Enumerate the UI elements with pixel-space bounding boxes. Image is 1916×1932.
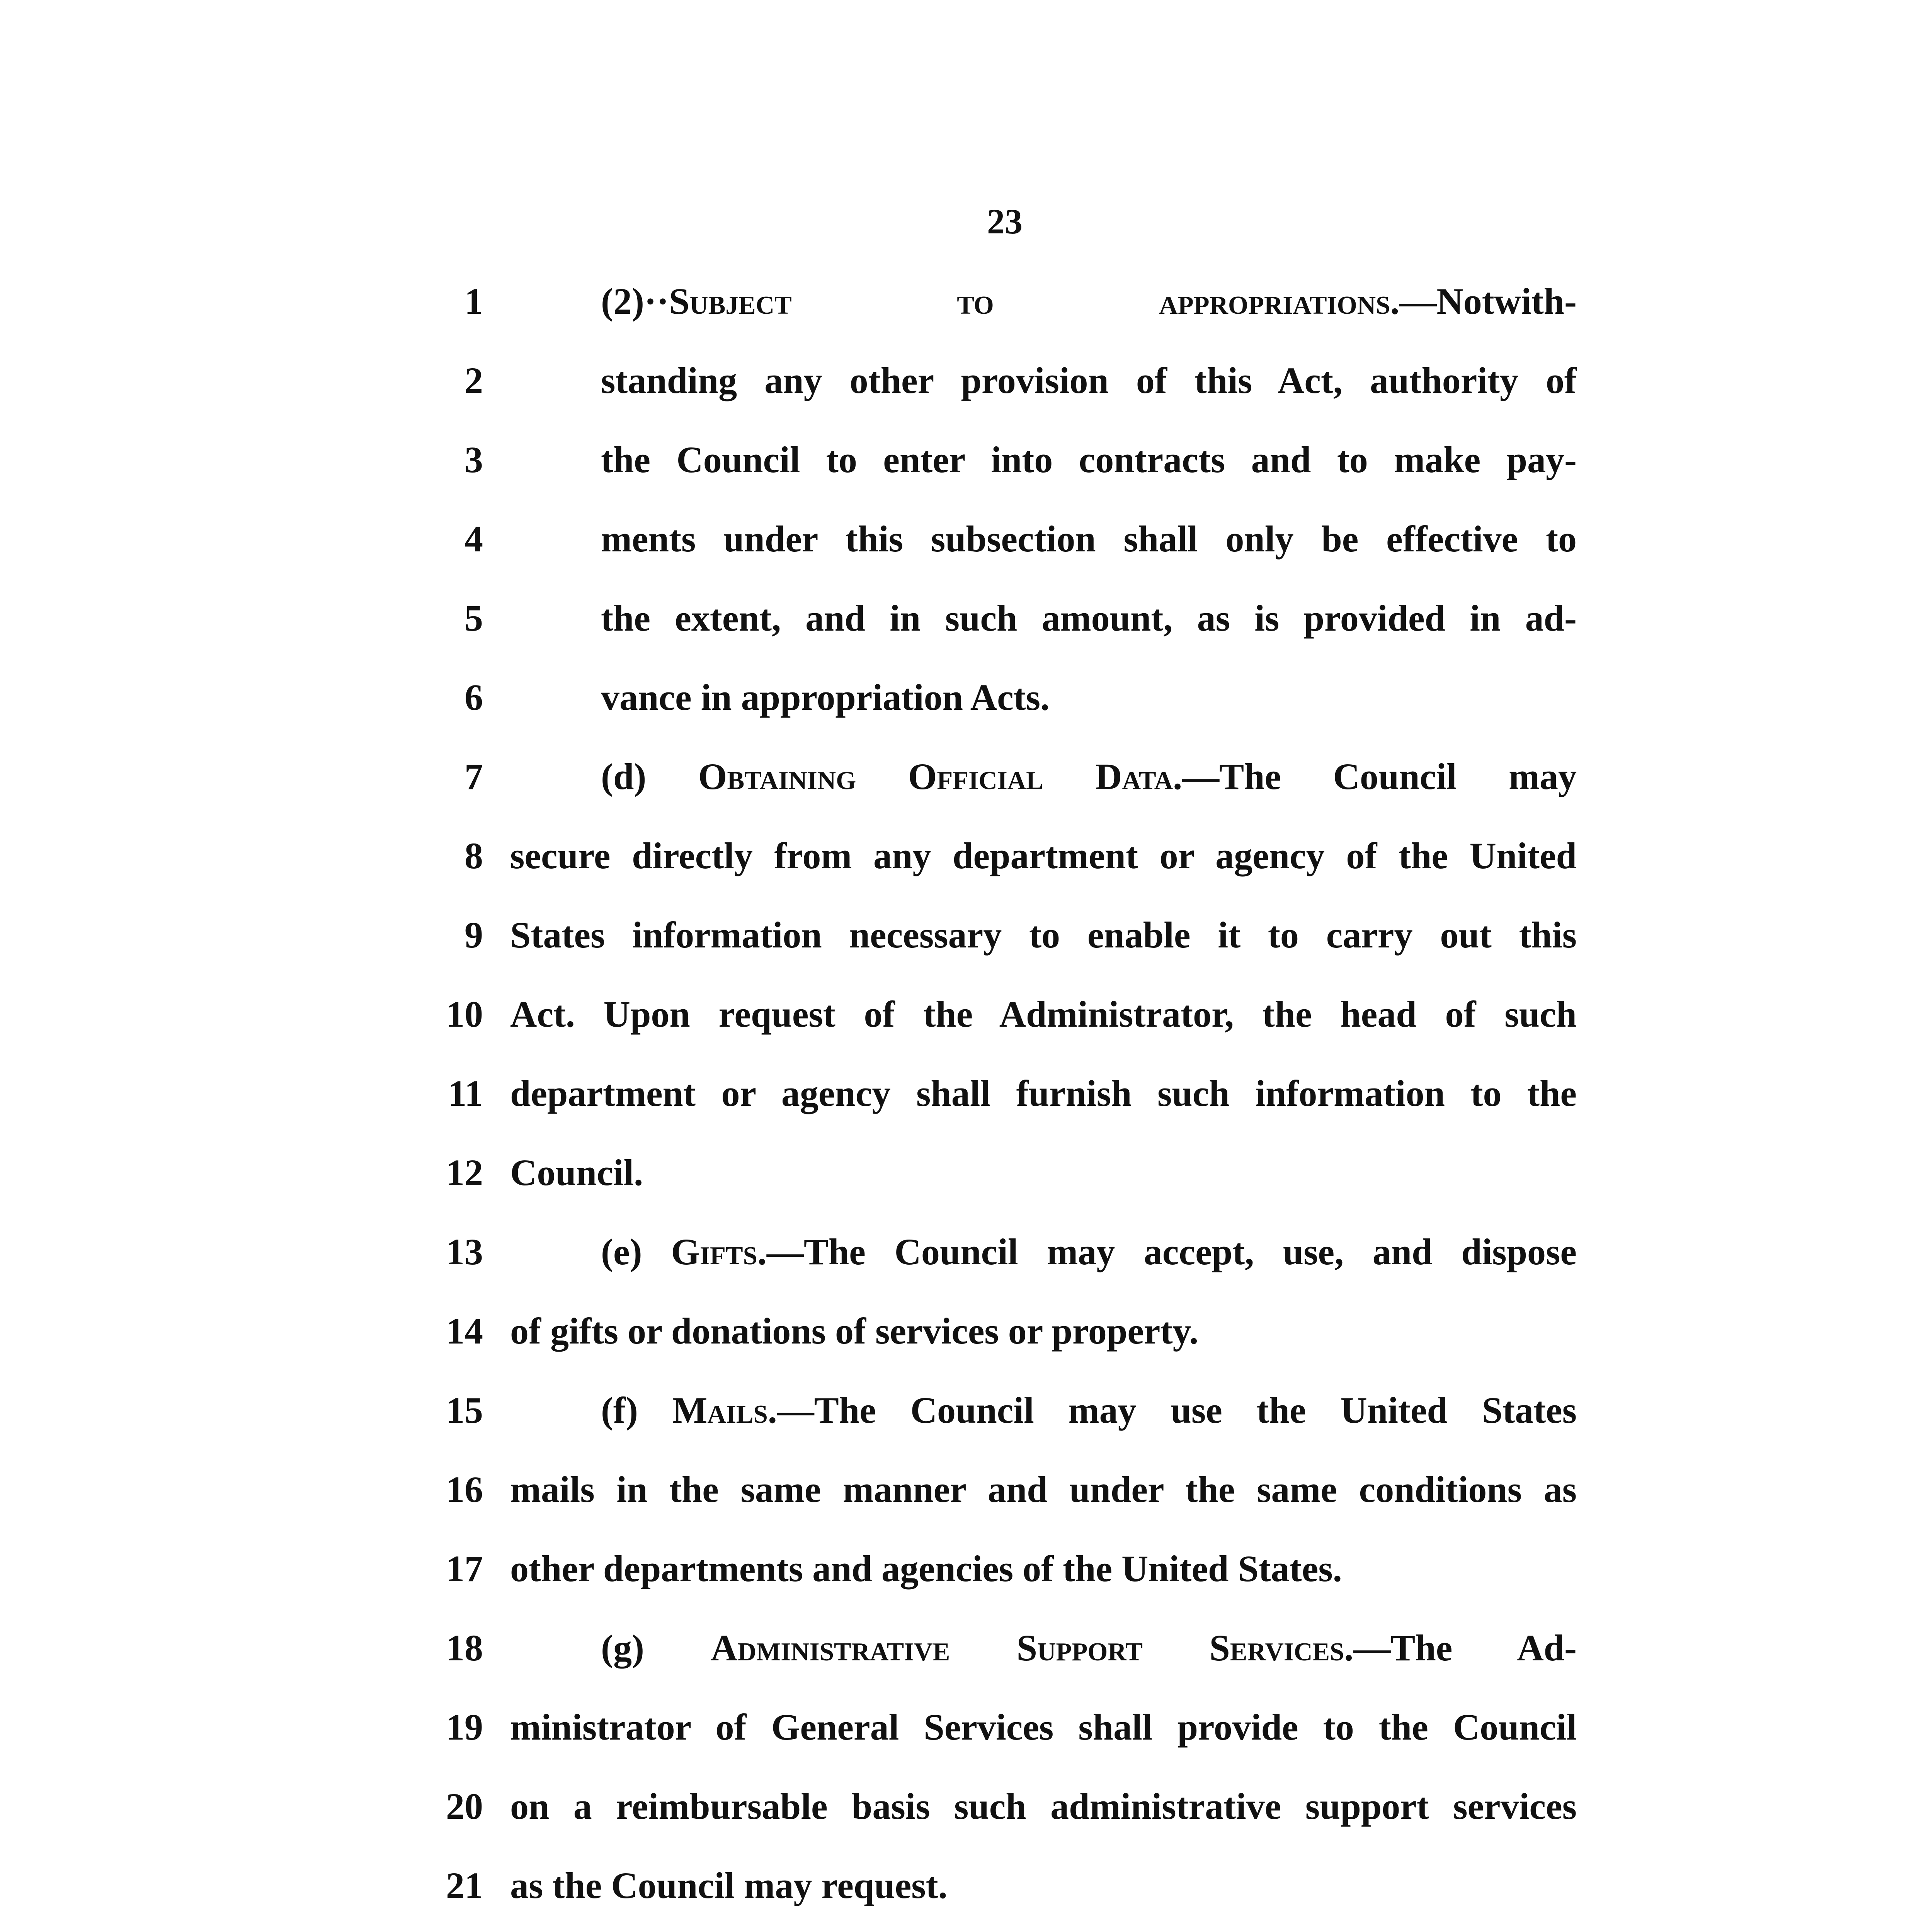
text-line	[0, 272, 1916, 330]
line-text: (f) Mails.—The Council may use the United States	[601, 1389, 1577, 1431]
section-heading: Mails	[672, 1389, 768, 1431]
line-text: on a reimbursable basis such administrative support services	[510, 1786, 1577, 1827]
text-line	[0, 1302, 1916, 1360]
line-number: 10	[446, 993, 483, 1035]
line-text: other departments and agencies of the United States.	[510, 1548, 1342, 1589]
text-line	[0, 827, 1916, 885]
line-number: 16	[446, 1469, 483, 1510]
line-number: 2	[465, 360, 483, 401]
line-text: Council.	[510, 1152, 643, 1193]
line-number: 20	[446, 1786, 483, 1827]
text-line	[0, 1223, 1916, 1281]
line-text: the extent, and in such amount, as is provided in ad-	[601, 597, 1577, 639]
line-number: 14	[446, 1310, 483, 1352]
line-number: 7	[465, 756, 483, 797]
line-number: 12	[446, 1152, 483, 1193]
text-line	[0, 1540, 1916, 1598]
line-number: 11	[448, 1073, 483, 1114]
text-line	[0, 906, 1916, 964]
line-number: 1	[465, 281, 483, 322]
line-number: 8	[465, 835, 483, 876]
page-number: 23	[987, 202, 1023, 241]
text-line	[0, 1857, 1916, 1915]
line-text: ministrator of General Services shall provide to the Council	[510, 1706, 1577, 1748]
line-number: 9	[465, 914, 483, 956]
text-line	[0, 431, 1916, 489]
line-text: ments under this subsection shall only be effective to	[601, 518, 1577, 560]
section-heading: Subject to appropriations	[669, 281, 1390, 322]
line-text: (g) Administrative Support Services.—The Ad-	[601, 1627, 1577, 1668]
line-number: 4	[465, 518, 483, 560]
line-text: standing any other provision of this Act, authority of	[601, 360, 1577, 401]
line-number: 18	[446, 1627, 483, 1668]
line-number: 15	[446, 1389, 483, 1431]
text-line	[0, 985, 1916, 1043]
line-text: (d) Obtaining Official Data.—The Council may	[601, 756, 1577, 797]
text-line	[0, 748, 1916, 806]
text-line	[0, 352, 1916, 410]
text-line	[0, 510, 1916, 568]
line-number: 21	[446, 1865, 483, 1906]
text-line	[0, 1461, 1916, 1519]
line-number: 13	[446, 1231, 483, 1272]
line-text: (e) Gifts.—The Council may accept, use, and dispose	[601, 1231, 1577, 1272]
line-text: of gifts or donations of services or property.	[510, 1310, 1199, 1352]
text-line	[0, 1777, 1916, 1835]
line-text: States information necessary to enable it to carry out this	[510, 914, 1577, 956]
text-line	[0, 1698, 1916, 1756]
section-heading: Gifts	[671, 1231, 757, 1272]
text-line	[0, 1144, 1916, 1202]
line-number: 6	[465, 677, 483, 718]
text-line	[0, 1381, 1916, 1439]
line-text: vance in appropriation Acts.	[601, 677, 1050, 718]
line-number: 3	[465, 439, 483, 480]
line-number: 19	[446, 1706, 483, 1748]
section-heading: Administrative Support Services	[711, 1627, 1344, 1668]
line-text: as the Council may request.	[510, 1865, 948, 1906]
line-text: (2)··Subject to appropriations.—Notwith-	[601, 281, 1577, 322]
text-line	[0, 589, 1916, 647]
text-line	[0, 1065, 1916, 1122]
text-line	[0, 668, 1916, 726]
line-text: the Council to enter into contracts and to make pay-	[601, 439, 1577, 480]
text-line	[0, 1619, 1916, 1677]
line-number: 5	[465, 597, 483, 639]
line-text: Act. Upon request of the Administrator, the head of such	[510, 993, 1577, 1035]
line-text: department or agency shall furnish such information to the	[510, 1073, 1577, 1114]
section-heading: Obtaining Official Data	[698, 756, 1173, 797]
line-text: mails in the same manner and under the same conditions as	[510, 1469, 1577, 1510]
line-text: secure directly from any department or agency of the United	[510, 835, 1577, 876]
line-number: 17	[446, 1548, 483, 1589]
